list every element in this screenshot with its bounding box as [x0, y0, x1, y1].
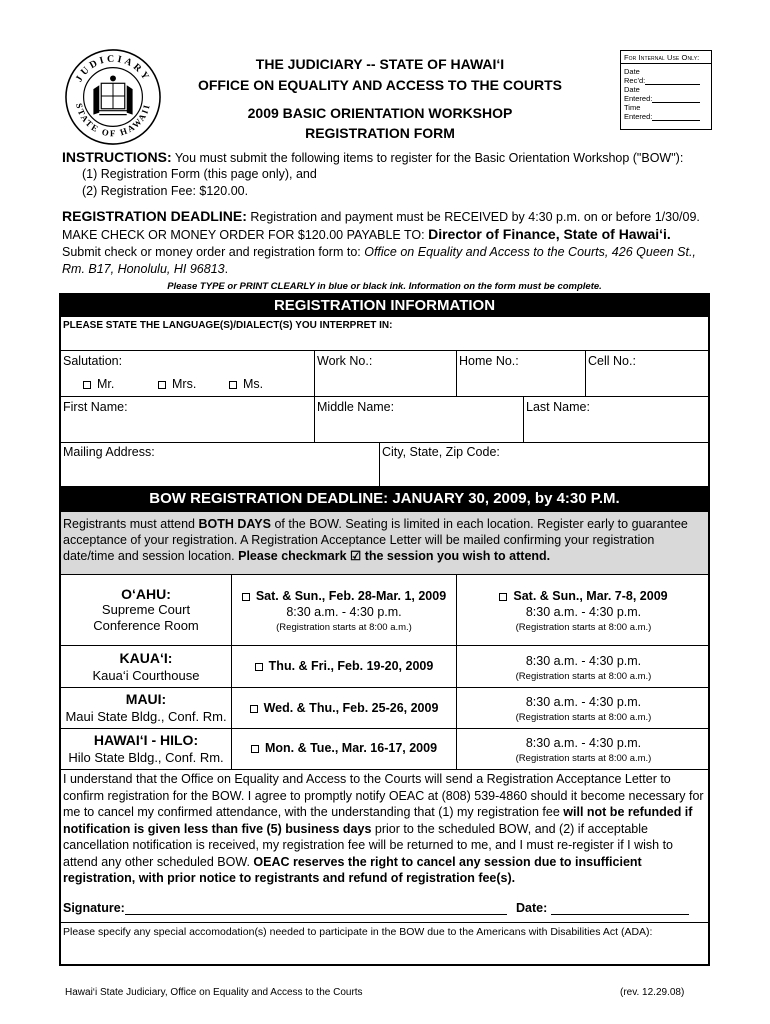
kauai-sub-1: Kaua‘i Courthouse: [92, 668, 200, 683]
footer-right: (rev. 12.29.08): [620, 987, 685, 998]
oahu-title: O‘AHU:: [121, 586, 171, 602]
oahu-sub-1: Supreme Court: [101, 602, 191, 617]
mailing-address-label: Mailing Address:: [63, 445, 155, 459]
payable-line: [62, 227, 762, 243]
cell-no-label: Cell No.:: [588, 354, 636, 368]
header-line-1: THE JUDICIARY -- STATE OF HAWAI‘I: [255, 56, 505, 72]
submit-period: .: [224, 262, 229, 276]
oahu-option-2[interactable]: [457, 588, 710, 636]
bow-note-d: acceptance of your registration. A Registration Acceptance Letter will be mailed confirming your registration: [63, 533, 655, 547]
last-name-field[interactable]: [525, 415, 707, 439]
deadline-label: REGISTRATION DEADLINE:: [62, 208, 247, 224]
ms-label: Ms.: [243, 377, 264, 391]
internal-use-box: [620, 50, 712, 130]
agreement-line-4b: prior to the scheduled BOW, and (2) if acceptable: [374, 821, 648, 836]
mailing-address-field[interactable]: [63, 461, 377, 483]
divider: [61, 687, 708, 688]
time-entered-line[interactable]: [652, 113, 700, 121]
judiciary-seal-logo: [64, 48, 162, 146]
work-no-field[interactable]: [316, 369, 456, 393]
session-hilo-location: [61, 732, 231, 766]
hilo-option-1[interactable]: [232, 741, 456, 755]
agreement-line-3b: will not be refunded if: [563, 805, 693, 819]
registration-deadline: [62, 209, 762, 225]
agreement-line-6b: OEAC reserves the right to cancel any session due to insufficient: [253, 854, 642, 869]
agreement-line-5: cancellation notification is received, my registration fee will be returned to me, and I must re-register if I wish to: [63, 838, 673, 852]
oahu-option-2-reg: (Registration starts at 8:00 a.m.): [515, 622, 652, 633]
ms-option[interactable]: [229, 377, 263, 391]
first-name-label: First Name:: [63, 400, 128, 414]
instructions: [62, 150, 762, 166]
signature-row: [63, 901, 507, 915]
middle-name-label: Middle Name:: [317, 400, 395, 414]
instructions-label: INSTRUCTIONS:: [62, 149, 172, 165]
work-no-label: Work No.:: [317, 354, 373, 368]
oahu-option-2-time: 8:30 a.m. - 4:30 p.m.: [525, 605, 642, 619]
deadline-text: Registration and payment must be RECEIVED by 4:30 p.m. on or before 1/30/09.: [250, 210, 700, 224]
submit-text: Submit check or money order and registration form to:: [62, 245, 361, 259]
session-kauai-location: [61, 650, 231, 684]
date-recd-label-b: Rec’d:: [624, 76, 646, 85]
date-recd-label-a: Date: [624, 67, 640, 76]
agreement-line-4a: notification is given less than five (5) business days: [63, 821, 372, 836]
kauai-option-1[interactable]: [232, 659, 456, 673]
oahu-option-1-date: Sat. & Sun., Feb. 28-Mar. 1, 2009: [255, 589, 447, 603]
submit-line-2: [62, 262, 228, 277]
time-entered-label-a: Time: [624, 103, 641, 112]
mrs-option[interactable]: [158, 377, 196, 391]
time-entered-row: [621, 112, 711, 121]
divider: [61, 922, 708, 923]
hilo-title: HAWAI‘I - HILO:: [93, 732, 199, 748]
date-recd-line[interactable]: [645, 77, 700, 85]
hilo-reg-text: (Registration starts at 8:00 a.m.): [515, 753, 652, 764]
print-clearly-note: Please TYPE or PRINT CLEARLY in blue or black ink. Information on the form must be complete.: [167, 281, 602, 292]
divider: [61, 728, 708, 729]
registration-info-title: REGISTRATION INFORMATION: [61, 295, 708, 317]
mrs-label: Mrs.: [172, 377, 197, 391]
maui-title: MAUI:: [125, 691, 167, 707]
hilo-sub-1: Hilo State Bldg., Conf. Rm.: [68, 750, 224, 765]
registration-form: [59, 293, 710, 966]
header-line-4: REGISTRATION FORM: [305, 125, 455, 141]
home-no-label: Home No.:: [459, 354, 519, 368]
salutation-label: Salutation:: [63, 354, 123, 368]
hilo-option-1-date: Mon. & Tue., Mar. 16-17, 2009: [264, 741, 438, 755]
agreement-text: [63, 771, 709, 887]
bow-note: [61, 512, 708, 574]
svg-text:JUDICIARY: JUDICIARY: [73, 53, 153, 85]
divider: [61, 396, 708, 397]
session-oahu-location: [61, 586, 231, 634]
hilo-time: [457, 735, 710, 767]
date-entered-line[interactable]: [652, 95, 700, 103]
maui-reg-text: (Registration starts at 8:00 a.m.): [515, 712, 652, 723]
kauai-reg-text: (Registration starts at 8:00 a.m.): [515, 671, 652, 682]
maui-option-1-date: Wed. & Thu., Feb. 25-26, 2009: [263, 701, 439, 715]
first-name-field[interactable]: [63, 415, 311, 439]
oahu-sub-2: Conference Room: [93, 618, 199, 633]
agreement-line-4: [63, 821, 709, 838]
bow-note-c: of the BOW. Seating is limited in each location. Register early to guarantee: [274, 517, 688, 531]
oahu-option-1-time: 8:30 a.m. - 4:30 p.m.: [286, 605, 402, 619]
mr-checkbox[interactable]: [83, 381, 91, 389]
agreement-line-2: confirm registration for the BOW. I agree to promptly notify OEAC at (808) 539-4860 should it become necessary for: [63, 788, 704, 803]
instructions-item-1: (1) Registration Form (this page only), and: [82, 167, 317, 181]
divider: [61, 350, 708, 351]
agreement-line-6: [63, 854, 709, 871]
kauai-time-text: 8:30 a.m. - 4:30 p.m.: [525, 654, 642, 668]
mr-option[interactable]: [83, 377, 114, 391]
cell-no-field[interactable]: [587, 369, 707, 393]
bow-note-e: date/time and session location.: [63, 549, 235, 563]
agreement-line-6a: attend any other scheduled BOW.: [63, 854, 250, 869]
divider: [523, 396, 524, 442]
instructions-item-2: (2) Registration Fee: $120.00.: [82, 184, 249, 198]
language-field[interactable]: [63, 333, 708, 347]
city-state-zip-field[interactable]: [381, 461, 707, 483]
middle-name-field[interactable]: [316, 415, 521, 439]
oahu-option-1[interactable]: [232, 588, 456, 636]
date-entered-label-a: Date: [624, 85, 640, 94]
language-prompt: PLEASE STATE THE LANGUAGE(S)/DIALECT(S) YOU INTERPRET IN:: [63, 320, 393, 331]
divider: [61, 645, 708, 646]
payable-to: Director of Finance, State of Hawai‘i.: [428, 226, 671, 242]
signature-line[interactable]: [125, 902, 507, 915]
divider: [61, 574, 708, 575]
agreement-line-7: registration, with prior notice to registrants and refund of registration fee(s).: [63, 871, 516, 885]
divider: [314, 350, 315, 396]
date-recd-row: [621, 76, 711, 85]
bow-deadline-title: BOW REGISTRATION DEADLINE: JANUARY 30, 2009, by 4:30 P.M.: [61, 486, 708, 512]
divider: [585, 350, 586, 396]
submit-line-1: [62, 245, 762, 260]
kauai-option-1-date: Thu. & Fri., Feb. 19-20, 2009: [268, 659, 434, 673]
maui-time-text: 8:30 a.m. - 4:30 p.m.: [525, 695, 642, 709]
oahu-option-2-checkbox[interactable]: [499, 593, 507, 601]
oahu-option-2-date: Sat. & Sun., Mar. 7-8, 2009: [513, 589, 668, 603]
payable-text: MAKE CHECK OR MONEY ORDER FOR $120.00 PAYABLE TO:: [62, 228, 425, 242]
kauai-title: KAUA‘I:: [119, 650, 173, 666]
mrs-checkbox[interactable]: [158, 381, 166, 389]
kauai-option-1-checkbox[interactable]: [255, 663, 263, 671]
ada-field[interactable]: [63, 941, 708, 961]
divider: [456, 350, 457, 396]
maui-sub-1: Maui State Bldg., Conf. Rm.: [65, 709, 227, 724]
ada-note: Please specify any special accomodation(s) needed to participate in the BOW due to the Americans with Disabilities Act (ADA):: [63, 926, 653, 938]
date-label: Date:: [516, 901, 548, 915]
kauai-time: [457, 653, 710, 685]
hilo-time-text: 8:30 a.m. - 4:30 p.m.: [525, 736, 642, 750]
date-line[interactable]: [551, 902, 689, 915]
bow-note-a: Registrants must attend: [63, 517, 196, 531]
footer-left: Hawai‘i State Judiciary, Office on Equality and Access to the Courts: [65, 987, 363, 998]
agreement-line-1: I understand that the Office on Equality and Access to the Courts will send a Registration Acceptance Letter to: [63, 772, 671, 786]
submit-address-1: Office on Equality and Access to the Courts, 426 Queen St.,: [364, 245, 696, 259]
time-entered-label-b: Entered:: [624, 112, 653, 121]
maui-option-1[interactable]: [232, 701, 456, 715]
maui-option-1-checkbox[interactable]: [250, 705, 258, 713]
divider: [61, 769, 708, 770]
oahu-option-1-checkbox[interactable]: [242, 593, 250, 601]
divider: [379, 442, 380, 486]
instructions-text: You must submit the following items to register for the Basic Orientation Workshop ("BOW"):: [174, 151, 684, 165]
signature-label: Signature:: [63, 901, 125, 915]
oahu-option-1-reg: (Registration starts at 8:00 a.m.): [276, 622, 412, 633]
city-state-zip-label: City, State, Zip Code:: [382, 445, 500, 459]
agreement-line-3: [63, 804, 709, 821]
bow-note-b: BOTH DAYS: [198, 517, 271, 531]
date-entered-label-b: Entered:: [624, 94, 653, 103]
mr-label: Mr.: [97, 377, 115, 391]
header-line-2: OFFICE ON EQUALITY AND ACCESS TO THE COURTS: [197, 77, 563, 93]
divider: [61, 442, 708, 443]
home-no-field[interactable]: [458, 369, 583, 393]
last-name-label: Last Name:: [526, 400, 590, 414]
session-maui-location: [61, 691, 231, 725]
svg-text:STATE OF HAWAII: STATE OF HAWAII: [73, 102, 152, 139]
header-line-3: 2009 BASIC ORIENTATION WORKSHOP: [247, 105, 513, 121]
date-row: [516, 901, 689, 915]
date-entered-row: [621, 94, 711, 103]
divider: [314, 396, 315, 442]
maui-time: [457, 694, 710, 726]
submit-address-2: Rm. B17, Honolulu, HI 96813: [62, 262, 225, 276]
hilo-option-1-checkbox[interactable]: [251, 745, 259, 753]
bow-note-f: Please checkmark ☑ the session you wish to attend.: [238, 549, 551, 563]
agreement-line-3a: me to cancel my confirmed attendance, with the understanding that (1) my registration fee: [63, 805, 560, 819]
internal-use-title: For Internal Use Only:: [621, 51, 711, 64]
ms-checkbox[interactable]: [229, 381, 237, 389]
